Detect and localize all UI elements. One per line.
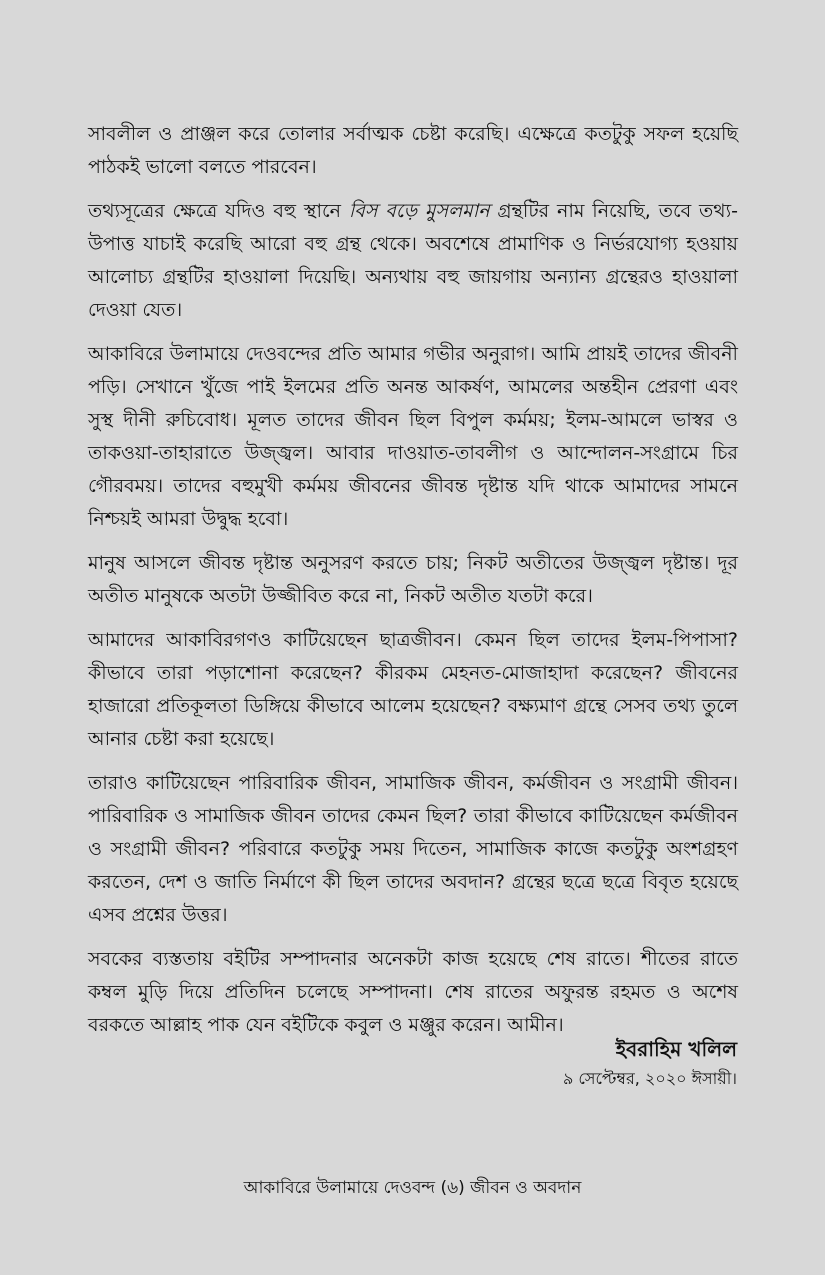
book-title-italic: বিস বড়ে মুসলমান	[348, 200, 490, 222]
paragraph-4: মানুষ আসলে জীবন্ত দৃষ্টান্ত অনুসরণ করতে চায়; নিকট অতীতের উজ্জ্বল দৃষ্টান্ত। দূর অতীত মানুষকে অতটা উজ্জীবিত করে না, নিকট অতীত যতটা করে।	[88, 552, 738, 607]
author-name: ইবরাহিম খলিল	[615, 1037, 737, 1061]
paragraph-2-text-before: তথ্যসূত্রের ক্ষেত্রে যদিও বহু স্থানে	[88, 200, 349, 222]
paragraph-7: সবকের ব্যস্ততায় বইটির সম্পাদনার অনেকটা কাজ হয়েছে শেষ রাতে। শীতের রাতে কম্বল মুড়ি দিয়ে প্রতিদিন চলেছে সম্পাদনা। শেষ রাতের অফুরন্ত রহমত ও অশেষ বরকতে আল্লাহ পাক যেন বইটিকে কবুল ও মঞ্জুর করেন। আমীন।	[88, 948, 738, 1036]
paragraph-2	[88, 195, 738, 327]
page-footer: আকাবিরে উলামায়ে দেওবন্দ (৬) জীবন ও অবদান	[243, 1178, 582, 1198]
preface-body	[88, 118, 738, 1053]
paragraph-5: আমাদের আকাবিরগণও কাটিয়েছেন ছাত্রজীবন। কেমন ছিল তাদের ইলম-পিপাসা? কীভাবে তারা পড়াশোনা করেছেন? কীরকম মেহনত-মোজাহাদা করেছেন? জীবনের হাজারো প্রতিকূলতা ডিঙ্গিয়ে কীভাবে আলেম হয়েছেন? বক্ষ্যমাণ গ্রন্থে সেসব তথ্য তুলে আনার চেষ্টা করা হয়েছে।	[88, 629, 738, 750]
paragraph-6: তারাও কাটিয়েছেন পারিবারিক জীবন, সামাজিক জীবন, কর্মজীবন ও সংগ্রামী জীবন। পারিবারিক ও সামাজিক জীবন তাদের কেমন ছিল? তারা কীভাবে কাটিয়েছেন কর্মজীবন ও সংগ্রামী জীবন? পরিবারে কতটুকু সময় দিতেন, সামাজিক কাজে কতটুকু অংশগ্রহণ করতেন, দেশ ও জাতি নির্মাণে কী ছিল তাদের অবদান? গ্রন্থের ছত্রে ছত্রে বিবৃত হয়েছে এসব প্রশ্নের উত্তর।	[88, 772, 738, 926]
paragraph-1: সাবলীল ও প্রাঞ্জল করে তোলার সর্বাত্মক চেষ্টা করেছি। এক্ষেত্রে কতটুকু সফল হয়েছি পাঠকই ভালো বলতে পারবেন।	[88, 123, 738, 178]
signature-block	[563, 1032, 737, 1092]
signature-date: ৯ সেপ্টেম্বর, ২০২০ ঈসায়ী।	[562, 1069, 737, 1088]
paragraph-2-text-after: গ্রন্থটির নাম নিয়েছি, তবে তথ্য-উপাত্ত যাচাই করেছি আরো বহু গ্রন্থ থেকে। অবশেষে প্রামাণিক ও নির্ভরযোগ্য হওয়ায় আলোচ্য গ্রন্থটির হাওয়ালা দিয়েছি। অন্যথায় বহু জায়গায় অন্যান্য গ্রন্থেরও হাওয়ালা দেওয়া যেত।	[88, 200, 738, 321]
paragraph-3: আকাবিরে উলামায়ে দেওবন্দের প্রতি আমার গভীর অনুরাগ। আমি প্রায়ই তাদের জীবনী পড়ি। সেখানে খুঁজে পাই ইলমের প্রতি অনন্ত আকর্ষণ, আমলের অন্তহীন প্রেরণা এবং সুস্থ দীনী রুচিবোধ। মূলত তাদের জীবন ছিল বিপুল কর্মময়; ইলম-আমলে ভাস্বর ও তাকওয়া-তাহারাতে উজ্জ্বল। আবার দাওয়াত-তাবলীগ ও আন্দোলন-সংগ্রামে চির গৌরবময়। তাদের বহুমুখী কর্মময় জীবনের জীবন্ত দৃষ্টান্ত যদি থাকে আমাদের সামনে নিশ্চয়ই আমরা উদ্বুদ্ধ হবো।	[88, 343, 738, 530]
